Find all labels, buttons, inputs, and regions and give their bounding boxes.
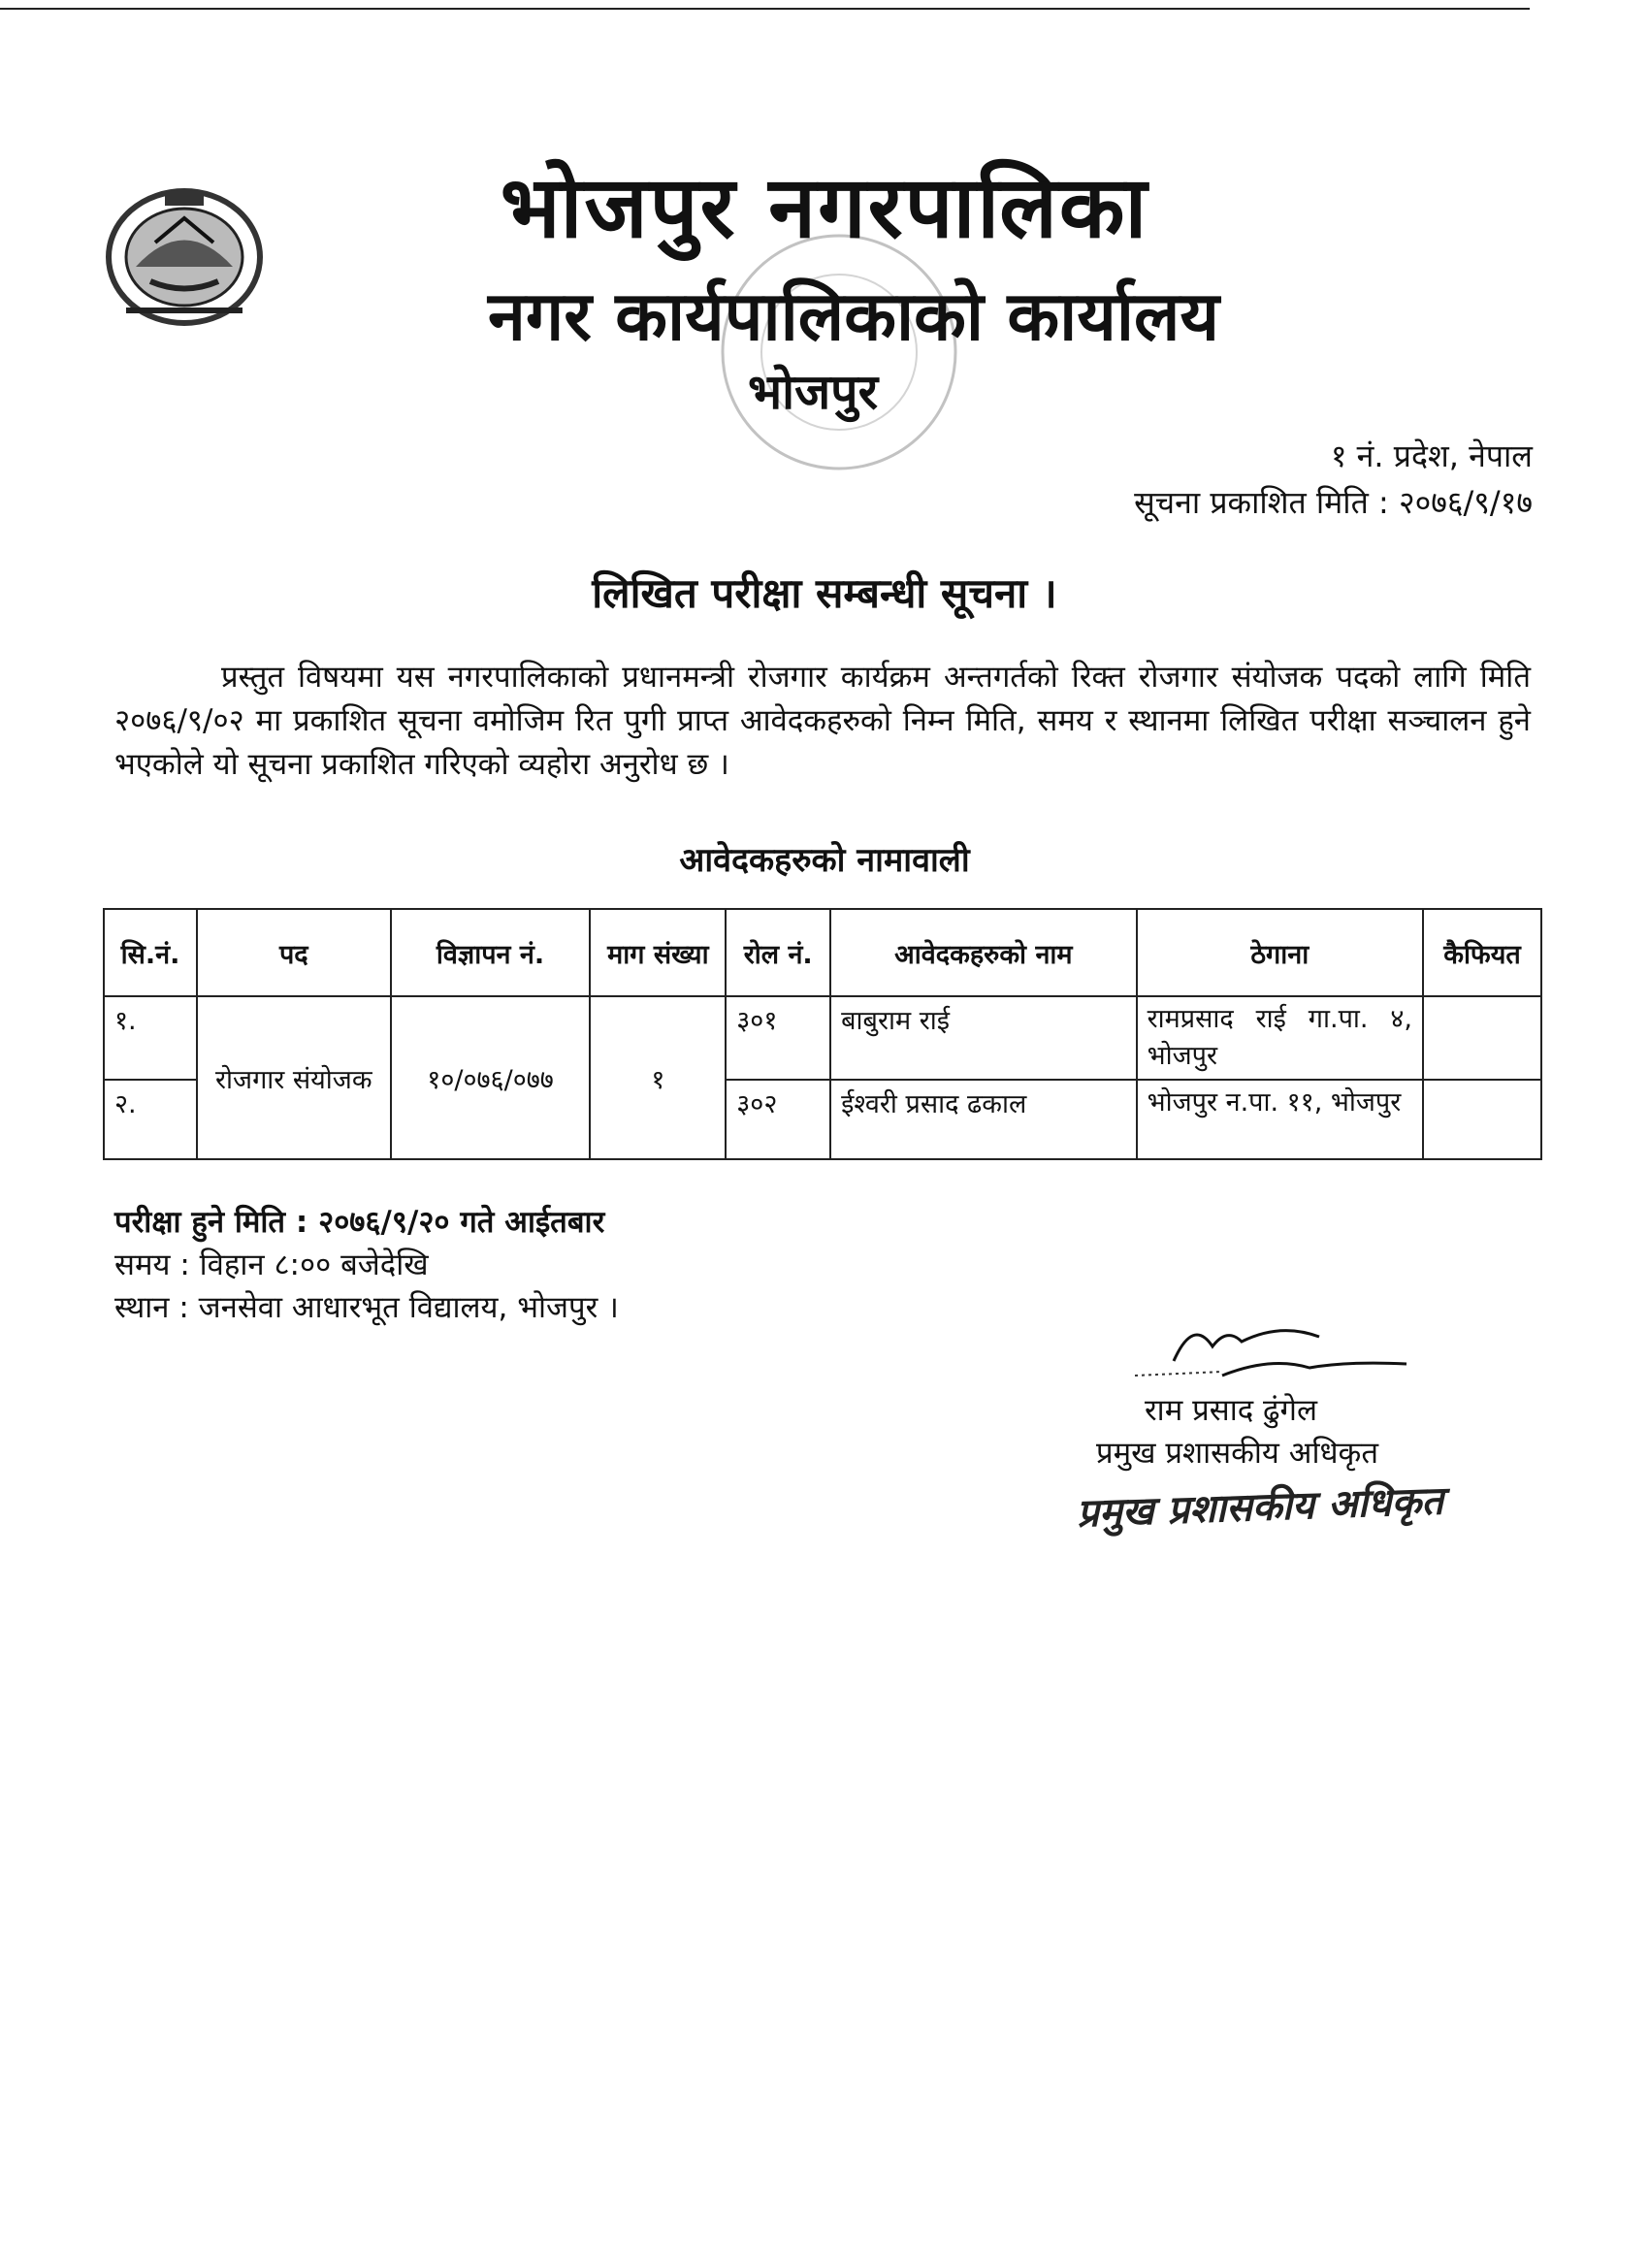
cell-sn: २.: [104, 1080, 197, 1159]
exam-time: समय : विहान ८:०० बजेदेखि: [114, 1247, 429, 1282]
col-roll: रोल नं.: [726, 909, 830, 996]
applicants-table: [103, 908, 1542, 1160]
cell-post: रोजगार संयोजक: [197, 996, 391, 1159]
signatory-name: राम प्रसाद ढुंगेल: [1145, 1393, 1317, 1428]
col-post: पद: [197, 909, 391, 996]
cell-address: भोजपुर न.पा. ११, भोजपुर: [1137, 1080, 1423, 1159]
province-line: १ नं. प्रदेश, नेपाल: [1330, 437, 1533, 474]
notice-body: प्रस्तुत विषयमा यस नगरपालिकाको प्रधानमन्त्री रोजगार कार्यक्रम अन्तगर्तको रिक्त रोजगार संयोजक पदको लागि मिति २०७६/९/०२ मा प्रकाशित सूचना वमोजिम रित पुगी प्राप्त आवेदकहरुको निम्न मिति, समय र स्थानमा लिखित परीक्षा सञ्चालन हुने भएकोले यो सूचना प्रकाशित गरिएको व्यहोरा अनुरोध छ ।: [114, 660, 1531, 782]
cell-address: रामप्रसाद राई गा.पा. ४, भोजपुर: [1137, 996, 1423, 1080]
col-address: ठेगाना: [1137, 909, 1423, 996]
handwritten-signature: [1116, 1308, 1445, 1395]
col-remarks: कैफियत: [1423, 909, 1541, 996]
cell-remarks: [1423, 1080, 1541, 1159]
cell-sn: १.: [104, 996, 197, 1080]
cell-roll: ३०२: [726, 1080, 830, 1159]
top-rule: [0, 8, 1530, 10]
published-date: सूचना प्रकाशित मिति : २०७६/९/१७: [1134, 484, 1533, 521]
cell-remarks: [1423, 996, 1541, 1080]
cell-name: ईश्वरी प्रसाद ढकाल: [830, 1080, 1136, 1159]
cell-advert: १०/०७६/०७७: [391, 996, 591, 1159]
table-header-row: [104, 909, 1541, 996]
col-advert: विज्ञापन नं.: [391, 909, 591, 996]
place-title: भोजपुर: [747, 364, 879, 420]
table-title: आवेदकहरुको नामावाली: [679, 841, 970, 880]
municipality-title: भोजपुर नगरपालिका: [500, 157, 1149, 257]
exam-venue: स्थान : जनसेवा आधारभूत विद्यालय, भोजपुर ।: [114, 1290, 619, 1325]
office-title: नगर कार्यपालिकाको कार्यालय: [487, 276, 1220, 356]
col-sn: सि.नं.: [104, 909, 197, 996]
cell-roll: ३०१: [726, 996, 830, 1080]
cell-name: बाबुराम राई: [830, 996, 1136, 1080]
exam-date: परीक्षा हुने मिति : २०७६/९/२० गते आईतबार: [114, 1205, 605, 1240]
notice-title: लिखित परीक्षा सम्बन्धी सूचना ।: [592, 569, 1057, 617]
col-name: आवेदकहरुको नाम: [830, 909, 1136, 996]
designation-stamp: प्रमुख प्रशासकीय अधिकृत: [1076, 1478, 1444, 1537]
cell-demand: १: [590, 996, 726, 1159]
col-demand: माग संख्या: [590, 909, 726, 996]
table-row: [104, 996, 1541, 1080]
signatory-title: प्रमुख प्रशासकीय अधिकृत: [1096, 1436, 1379, 1471]
